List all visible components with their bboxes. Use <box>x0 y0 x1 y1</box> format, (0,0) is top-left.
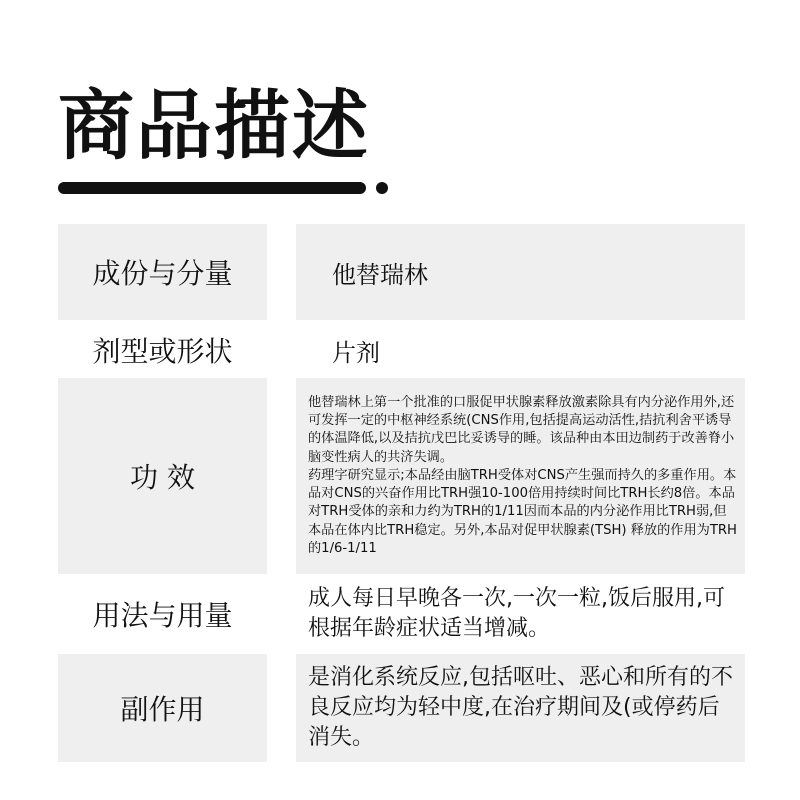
value-text: 他替瑞林 <box>332 260 428 289</box>
value-text: 片剂 <box>332 338 380 367</box>
efficacy-paragraph: 他替瑞林上第一个批准的口服促甲状腺素释放激素除具有内分泌作用外,还可发挥一定的中枢神经系统(CNS作用,包括提高运动活性,拮抗利舍平诱导的体温降低,以及拮抗戊巴比妥诱导的睡。该品种由本田边制药于改善脊小脑变性病人的共济失调。 <box>308 394 735 465</box>
title-underline <box>58 182 366 194</box>
value-dosage-form <box>296 326 745 374</box>
page-title: 商品描述 <box>58 81 370 170</box>
value-efficacy <box>296 378 745 574</box>
value-side-effects <box>296 654 745 762</box>
label-side-effects <box>58 654 267 762</box>
value-usage <box>296 578 745 650</box>
label-text: 副作用 <box>120 693 205 726</box>
label-text: 剂型或形状 <box>92 335 233 368</box>
label-text: 用法与用量 <box>92 599 233 632</box>
value-text: 是消化系统反应,包括呕吐、恶心和所有的不良反应均为轻中度,在治疗期间及(或停药后消失。 <box>308 665 733 750</box>
label-text: 成份与分量 <box>92 257 233 290</box>
label-dosage-form <box>58 326 267 374</box>
efficacy-paragraph: 药理字研究显示;本品经由脑TRH受体对CNS产生强而持久的多重作用。本品对CNS的兴奋作用比TRH强10-100倍用持续时间比TRH长约8倍。本品对TRH受体的亲和力约为TRH的1/11因而本品的内分泌作用比TRH弱,但本品在体内比TRH稳定。另外,本品对促甲状腺素(TSH) 释放的作用为TRH的1/6-1/11 <box>308 467 737 557</box>
label-usage <box>58 578 267 650</box>
title-underline-dot <box>376 182 388 194</box>
label-text: 功 效 <box>130 461 195 494</box>
label-efficacy <box>58 378 267 574</box>
value-text: 成人每日早晚各一次,一次一粒,饭后服用,可根据年龄症状适当增减。 <box>308 586 725 641</box>
value-ingredients <box>296 224 745 320</box>
label-ingredients <box>58 224 267 320</box>
